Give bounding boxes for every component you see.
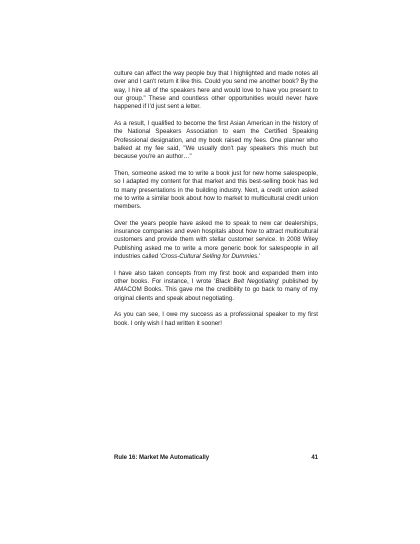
page-number: 41: [311, 455, 318, 461]
paragraph-1: culture can affect the way people buy that I highlighted and made notes all over and I can't return it like this. Could you send me another book? By the way, I hire all of the speakers here and would love to have you present to our group." These and countless other opportunities would never have happened if I'd just sent a letter.: [114, 70, 318, 111]
chapter-title: Rule 16: Market Me Automatically: [114, 455, 210, 461]
paragraph-4: Over the years people have asked me to speak to new car dealerships, insurance companies and even hospitals about how to attract multicultural customers and provide them with stellar customer service. In 2008 Wiley Publishing asked me to write a more generic book for salespeople in all industries called 'Cross-Cultural Selling for Dummies.': [114, 219, 318, 261]
book-title-cross-cultural: Cross-Cultural Selling for Dummies.: [161, 253, 260, 261]
paragraph-2: As a result, I qualified to become the first Asian American in the history of the National Speakers Association to earn the Certified Speaking Professional designation, and my book raised my fees. One planner who balked at my fee said, "We usually don't pay speakers this much but because you're an author…": [114, 119, 318, 161]
page-footer: [114, 455, 318, 461]
body-text: [114, 70, 318, 336]
paragraph-6: As you can see, I owe my success as a professional speaker to my first book. I only wish I had written it sooner!: [114, 311, 318, 327]
paragraph-5: I have also taken concepts from my first book and expanded them into other books. For instance, I wrote 'Black Belt Negotiating' published by AMACOM Books. This gave me the credibility to go back to many of my original clients and speak about negotiating.: [114, 269, 319, 302]
paragraph-3: Then, someone asked me to write a book just for new home salespeople, so I adapted my content for that market and this best-selling book has led to many presentations in the building industry. Next, a credit union asked me to write a similar book about how to market to multicultural credit union members.: [114, 169, 318, 211]
book-title-black-belt: Black Belt Negotiating: [215, 277, 279, 285]
